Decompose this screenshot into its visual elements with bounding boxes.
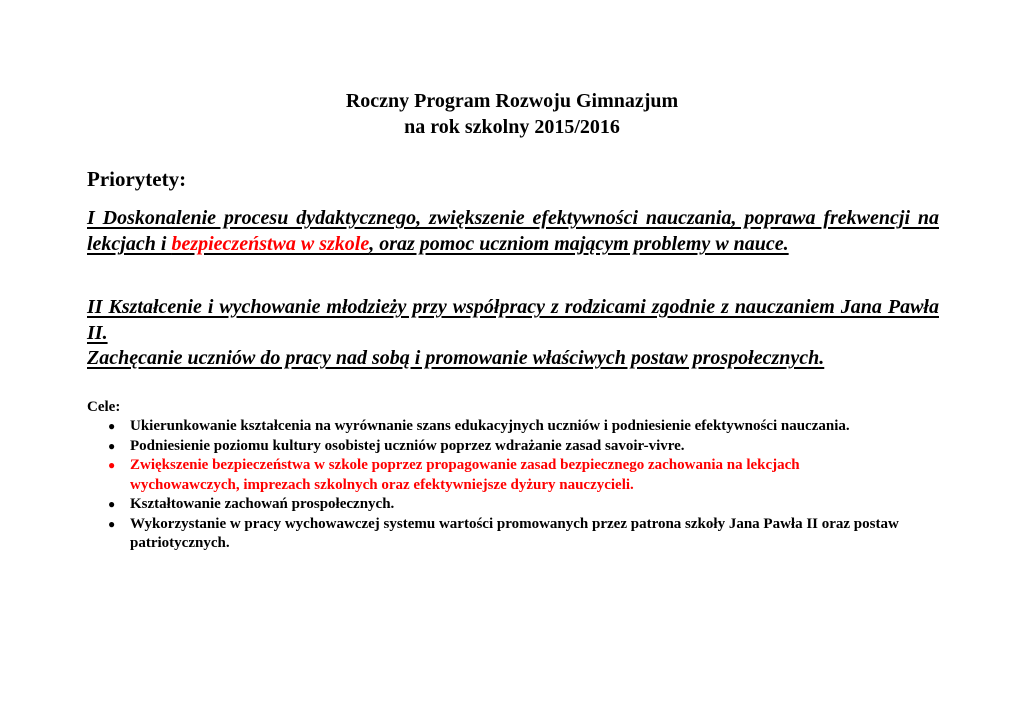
bullet-icon: ● xyxy=(108,516,116,531)
bullet-icon: ● xyxy=(108,438,116,453)
goal-item xyxy=(105,515,905,554)
goal-text: Zwiększenie bezpieczeństwa w szkole poprzez propagowanie zasad bezpiecznego zachowania na lekcjach wychowawczych, imprezach szkolnych oraz efektywniejsze dyżury nauczycieli. xyxy=(130,457,800,493)
goal-text: Ukierunkowanie kształcenia na wyrównanie szans edukacyjnych uczniów i podniesienie efektywności nauczania. xyxy=(130,418,850,434)
priority-1-text: I Doskonalenie procesu dydaktycznego, zwiększenie efektywności nauczania, poprawa frekwencji na lekcjach i xyxy=(87,207,939,255)
priority-1-highlight: bezpieczeństwa w szkole xyxy=(171,233,370,255)
bullet-icon: ● xyxy=(108,497,116,511)
goals-list xyxy=(105,417,905,554)
bullet-icon: ● xyxy=(108,458,116,472)
priorities-heading: Priorytety: xyxy=(87,167,187,191)
goal-item xyxy=(105,495,905,515)
goal-text: Podniesienie poziomu kultury osobistej uczniów poprzez wdrażanie zasad savoir-vivre. xyxy=(130,437,685,454)
document-title-line2: na rok szkolny 2015/2016 xyxy=(404,116,620,138)
priority-2-continuation: Zachęcanie uczniów do pracy nad sobą i promowanie właściwych postaw prospołecznych. xyxy=(87,347,825,369)
document-title-line1: Roczny Program Rozwoju Gimnazjum xyxy=(345,90,679,112)
goal-item-highlighted xyxy=(105,456,905,495)
goals-label: Cele: xyxy=(87,399,121,415)
goal-item xyxy=(105,437,905,457)
goal-text: Wykorzystanie w pracy wychowawczej systemu wartości promowanych przez patrona szkoły Jana Pawła II oraz postaw patriotycznych. xyxy=(130,515,899,551)
goal-item xyxy=(105,417,905,437)
bullet-icon: ● xyxy=(108,419,116,433)
priority-1 xyxy=(87,205,939,257)
goal-text: Kształtowanie zachowań prospołecznych. xyxy=(130,496,395,512)
priority-1-text-end: , oraz pomoc uczniom mającym problemy w nauce. xyxy=(369,233,789,255)
priority-2: II Kształcenie i wychowanie młodzieży przy współpracy z rodzicami zgodnie z nauczaniem Jana Pawła II. xyxy=(87,296,939,344)
